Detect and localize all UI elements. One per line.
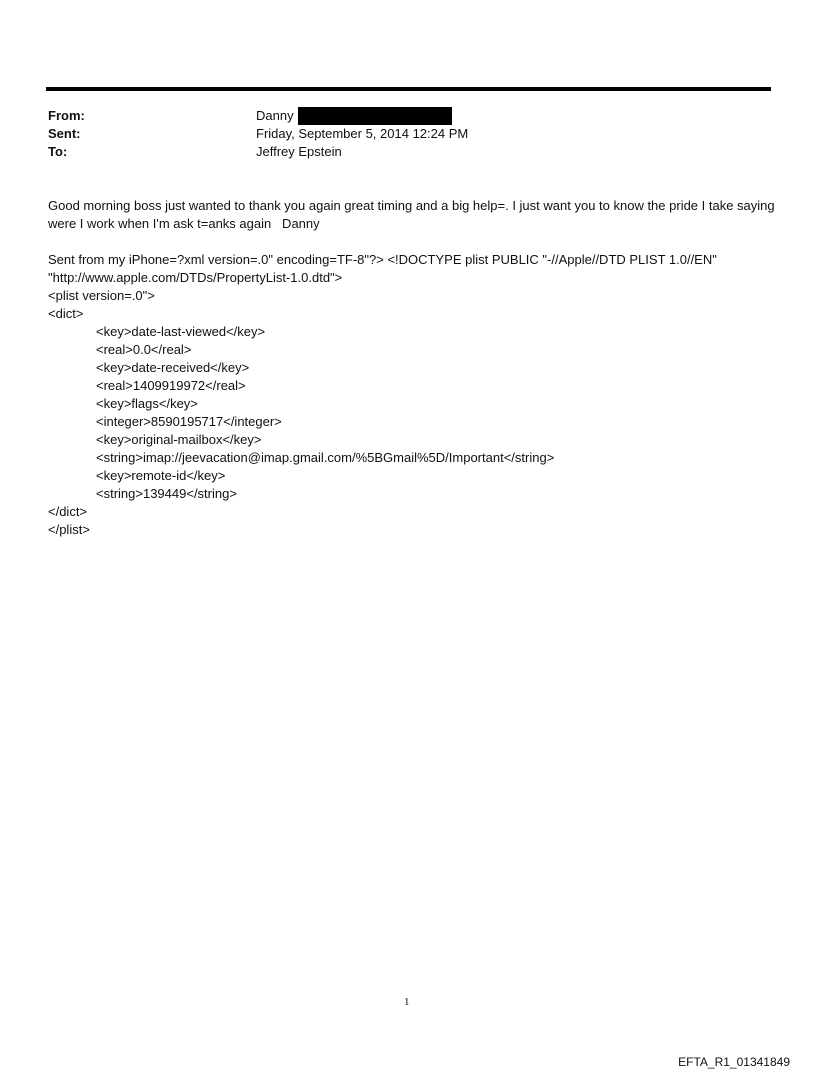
from-label: From: [48, 108, 85, 123]
plist-entry: <key>flags</key> [96, 396, 198, 411]
plist-entry: <real>1409919972</real> [96, 378, 246, 393]
dict-close: </dict> [48, 504, 88, 519]
signature-line-cont: "http://www.apple.com/DTDs/PropertyList-1.0.dtd"> [48, 270, 343, 285]
plist-entry: <string>139449</string> [96, 486, 237, 501]
sent-label: Sent: [48, 126, 81, 141]
sent-value: Friday, September 5, 2014 12:24 PM [256, 126, 469, 141]
plist-entry: <key>date-last-viewed</key> [96, 324, 266, 339]
to-label: To: [48, 144, 68, 159]
page-number: 1 [404, 996, 410, 1008]
redaction-block [298, 107, 452, 125]
plist-close: </plist> [48, 522, 90, 537]
message-paragraph: Good morning boss just wanted to thank you again great timing and a big help=. I just want you to know the pride I take saying were I work when I'm ask t=anks again Danny [48, 198, 779, 231]
plist-entry: <integer>8590195717</integer> [96, 414, 282, 429]
plist-entry: <string>imap://jeevacation@imap.gmail.com/%5BGmail%5D/Important</string> [96, 450, 555, 465]
signature-line: Sent from my iPhone=?xml version=.0" encoding=TF-8"?> <!DOCTYPE plist PUBLIC "-//Apple//DTD PLIST 1.0//EN" [48, 252, 717, 267]
dict-open: <dict> [48, 306, 84, 321]
plist-entry: <real>0.0</real> [96, 342, 192, 357]
header-rule [46, 87, 771, 91]
from-value [256, 107, 452, 125]
document-id: EFTA_R1_01341849 [678, 1055, 790, 1069]
plist-entry: <key>date-received</key> [96, 360, 250, 375]
to-value: Jeffrey Epstein [256, 144, 342, 159]
plist-entry: <key>remote-id</key> [96, 468, 226, 483]
sender-name: Danny [256, 108, 294, 123]
plist-entry: <key>original-mailbox</key> [96, 432, 262, 447]
plist-open: <plist version=.0"> [48, 288, 155, 303]
